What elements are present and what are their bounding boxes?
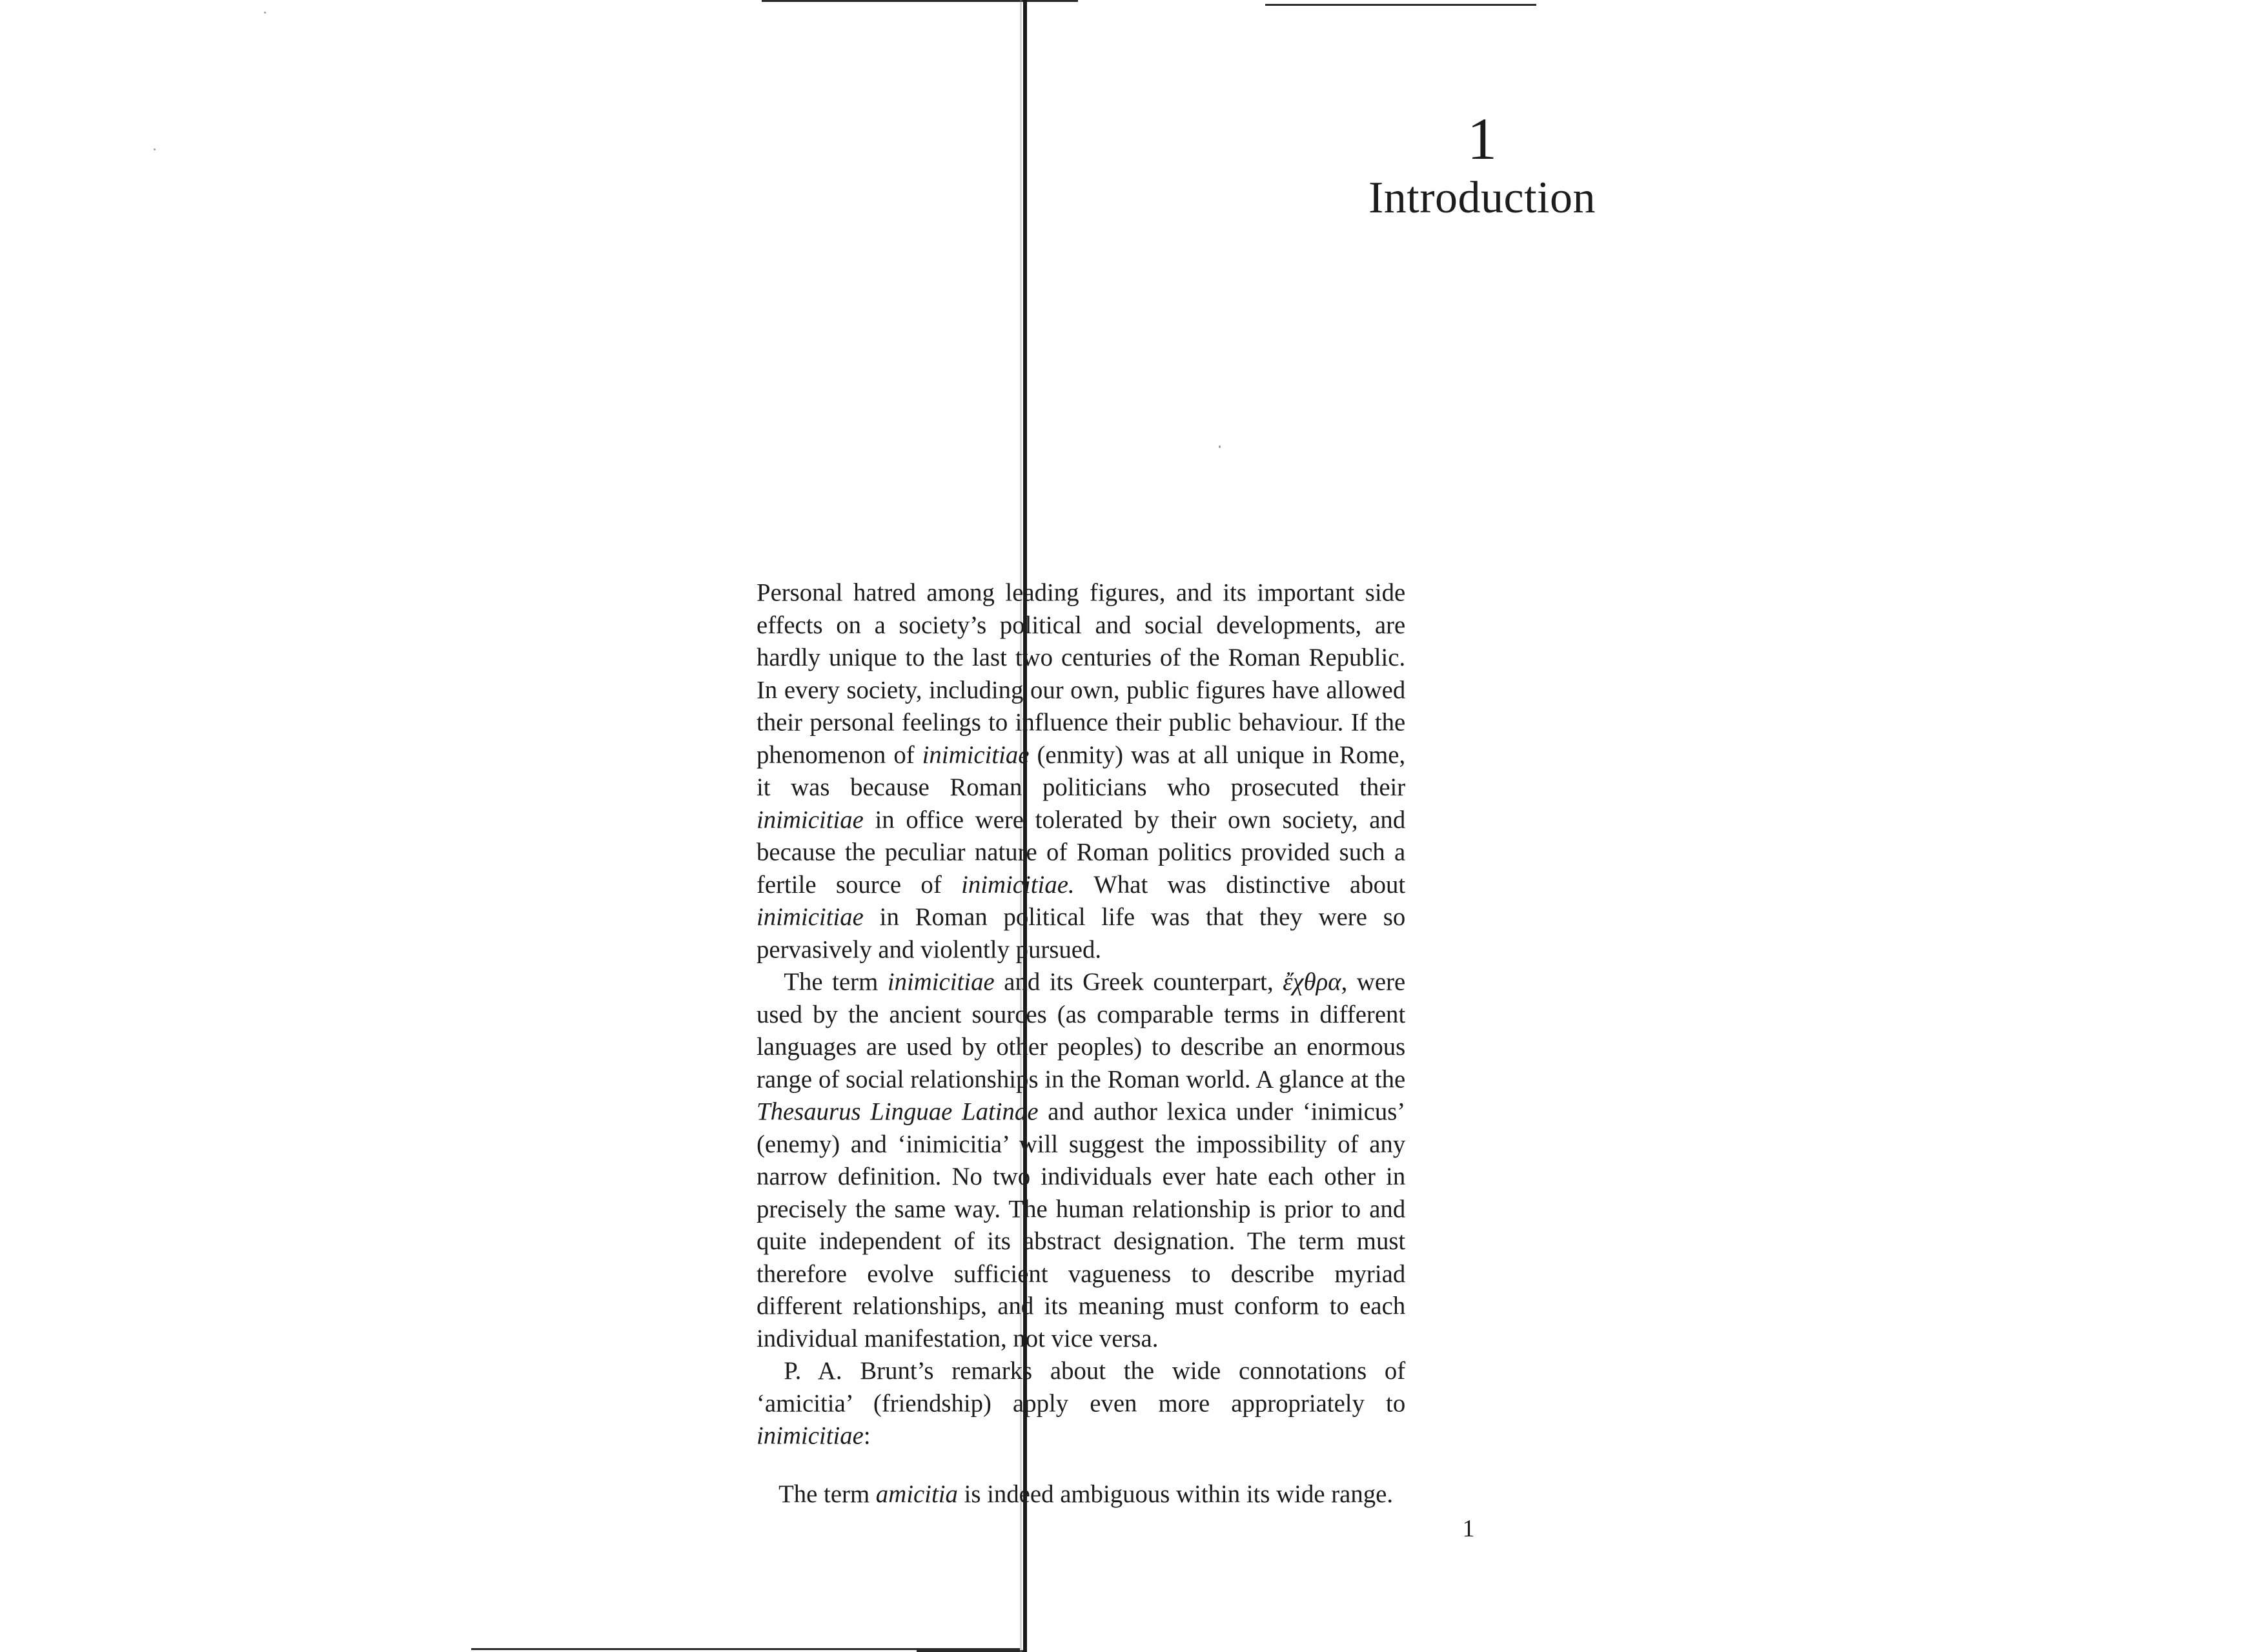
italic-term: ἔχθρα — [1283, 968, 1341, 996]
page-number: 1 — [1462, 1515, 1475, 1542]
italic-term: inimicitiae — [922, 740, 1030, 769]
italic-term: inimicitiae — [757, 1422, 864, 1450]
scan-speck — [264, 12, 266, 14]
paragraph-p2 — [757, 966, 1405, 1355]
text-run: The term — [784, 968, 888, 996]
paragraph-p3 — [757, 1355, 1405, 1453]
italic-term: inimicitiae — [757, 902, 864, 931]
italic-term: inimicitiae — [887, 968, 995, 996]
top-edge-rule-right — [1265, 4, 1536, 6]
scan-speck — [1219, 445, 1221, 448]
chapter-number: 1 — [1467, 106, 1497, 172]
text-run: : — [863, 1422, 871, 1450]
top-edge-rule-left — [762, 0, 1078, 2]
paragraph-p4 — [757, 1478, 1405, 1510]
body-text — [757, 576, 1405, 1510]
italic-term: amicitia — [875, 1480, 958, 1508]
text-run: is indeed ambiguous within its wide range. — [957, 1480, 1394, 1508]
text-run: in office were tolerated by their own society, and because the peculiar nature of Roman politics provided such a fertile source of — [757, 806, 1406, 899]
text-run: in Roman political life was that they were so pervasively and violently pursued. — [757, 902, 1406, 963]
text-run: What was distinctive about — [1074, 870, 1406, 899]
scan-speck — [154, 148, 156, 150]
text-run: The term — [778, 1480, 876, 1508]
text-run: and its Greek counterpart, — [994, 968, 1283, 996]
italic-term: Thesaurus Linguae Latinae — [757, 1097, 1039, 1126]
text-run: , were used by the ancient sources (as comparable terms in different languages are used by other peoples) to describe an enormous range of social relationships in the Roman world. A glance at the — [757, 968, 1406, 1093]
italic-term: inimicitiae — [757, 806, 864, 834]
text-run: Personal hatred among leading figures, and its important side effects on a society’s political and social developments, are hardly unique to the last two centuries of the Roman Republic. In every society, including our own, public figures have allowed their personal feelings to influence their public behaviour. If the phenomenon of — [757, 578, 1406, 769]
text-run: (enmity) was at all unique in Rome, it was because Roman politicians who prosecuted their — [757, 740, 1406, 801]
italic-term: inimicitiae. — [961, 870, 1075, 899]
text-run: and author lexica under ‘inimicus’ (enemy) and ‘inimicitia’ will suggest the impossibility of any narrow definition. No two individuals ever hate each other in precisely the same way. The human relationship is prior to and quite independent of its abstract designation. The term must therefore evolve sufficient vagueness to describe myriad different relationships, and its meaning must conform to each individual manifestation, not vice versa. — [757, 1097, 1406, 1352]
text-run: P. A. Brunt’s remarks about the wide connotations of ‘amicitia’ (friendship) apply even more appropriately to — [757, 1357, 1406, 1418]
paragraph-p1 — [757, 576, 1405, 966]
chapter-title: Introduction — [1368, 173, 1596, 223]
